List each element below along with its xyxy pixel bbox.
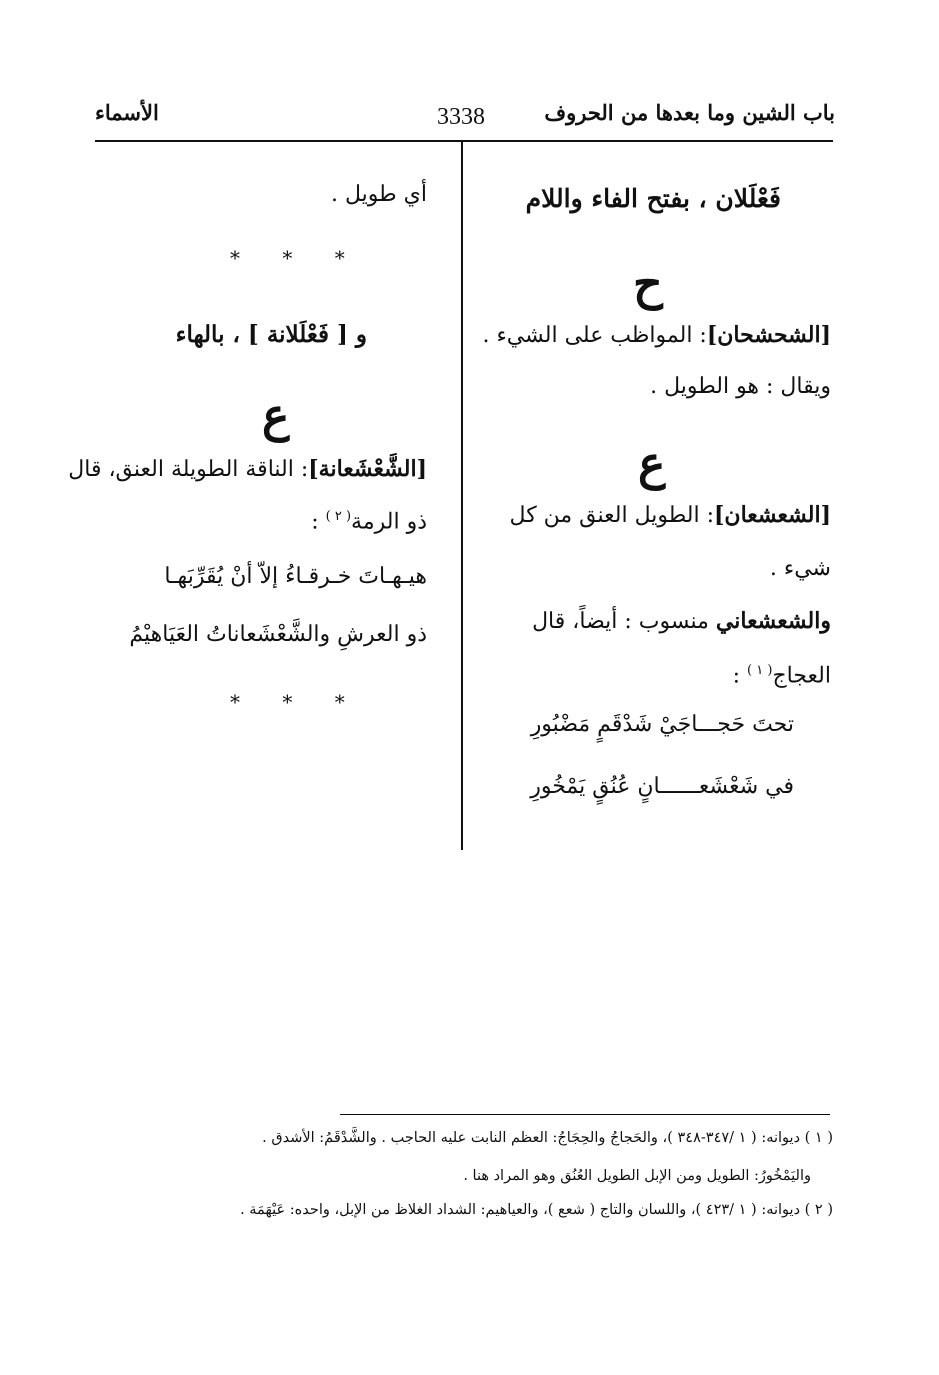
- entry-definition: : الطويل العنق من كل: [509, 503, 715, 528]
- entry-definition: : المواظب على الشيء .: [482, 323, 707, 348]
- entry-term: [الشحشحان]: [706, 322, 831, 348]
- heading-term: فَعْلَلانة: [266, 321, 329, 348]
- entry-term: والشعشعاني: [715, 608, 831, 634]
- entry-term: [الشعشعان]: [714, 502, 831, 528]
- verse-line: ذو العرشِ والشَّعْشَعاناتُ العَيَاهيْمُ: [129, 622, 427, 647]
- heading-prefix: و [: [337, 321, 367, 348]
- entry-shashaan: [510, 500, 831, 531]
- colon: :: [732, 663, 741, 689]
- left-line-tawil: أي طويل .: [331, 182, 427, 207]
- entry-shashaani: [532, 606, 831, 637]
- colon: :: [311, 509, 319, 535]
- section-title: الأسماء: [95, 100, 159, 125]
- right-column-heading: فَعْلَلان ، بفتح الفاء واللام: [525, 184, 781, 213]
- separator-stars: * * *: [230, 690, 363, 714]
- poet-name: العجاج: [772, 663, 831, 689]
- footnote-1: ( ١ ) ديوانه: ( ١ /٣٤٧-٣٤٨ )، والحَجاجُ والحِجَاجُ: العظم النابت عليه الحاجب . والشَّدْقَمُ: الأشدق .: [262, 1130, 833, 1146]
- footnote-rule: [340, 1114, 830, 1115]
- entry-shahshahan: [482, 320, 831, 351]
- entry-definition: منسوب : أيضاً، قال: [532, 609, 709, 634]
- chapter-title: باب الشين وما بعدها من الحروف: [544, 100, 835, 125]
- separator-stars: * * *: [230, 246, 363, 270]
- entry-shashaan-cont: شيء .: [769, 556, 831, 581]
- entry-definition: : الناقة الطويلة العنق، قال: [68, 457, 309, 482]
- verse-line: في شَعْشَعــــــانٍ عُنُقٍ يَمْخُورِ: [530, 774, 794, 799]
- entry-shashaana: [68, 454, 427, 485]
- footnote-2: ( ٢ ) ديوانه: ( ١ /٤٢٣ )، واللسان والتاج ( شعع )، والعياهيم: الشداد الغلاظ من الإبل، واحده: عَيْهَمَة .: [240, 1202, 833, 1218]
- letter-ain: ع: [638, 436, 666, 490]
- header-rule: [95, 140, 833, 142]
- column-divider: [461, 142, 463, 850]
- left-column-heading: [176, 320, 367, 350]
- entry-shashaana-cont: [311, 502, 427, 537]
- entry-shahshahan-cont: ويقال : هو الطويل .: [650, 374, 831, 399]
- poet-name: ذو الرمة: [351, 509, 427, 535]
- verse-line: تحتَ حَجـــاجَيْ شَدْقَمٍ مَضْبُورِ: [530, 712, 794, 737]
- letter-ain: ع: [262, 388, 290, 442]
- entry-shashaani-cont: [733, 656, 831, 691]
- footnote-1-cont: واليَمْخُورُ: الطويل ومن الإبل الطويل العُنُق وهو المراد هنا .: [463, 1168, 811, 1184]
- entry-term: [الشَّعْشَعانة]: [308, 456, 427, 482]
- footnote-ref: ( ٢ ): [325, 509, 352, 524]
- letter-ha: ح: [633, 256, 663, 310]
- footnote-ref: ( ١ ): [747, 663, 773, 678]
- page-number: 3338: [437, 104, 485, 130]
- heading-suffix: ] ، بالهاء: [175, 321, 259, 348]
- verse-line: هيـهـاتَ خـرقـاءُ إلاّ أنْ يُقَرِّبَهـا: [164, 564, 427, 589]
